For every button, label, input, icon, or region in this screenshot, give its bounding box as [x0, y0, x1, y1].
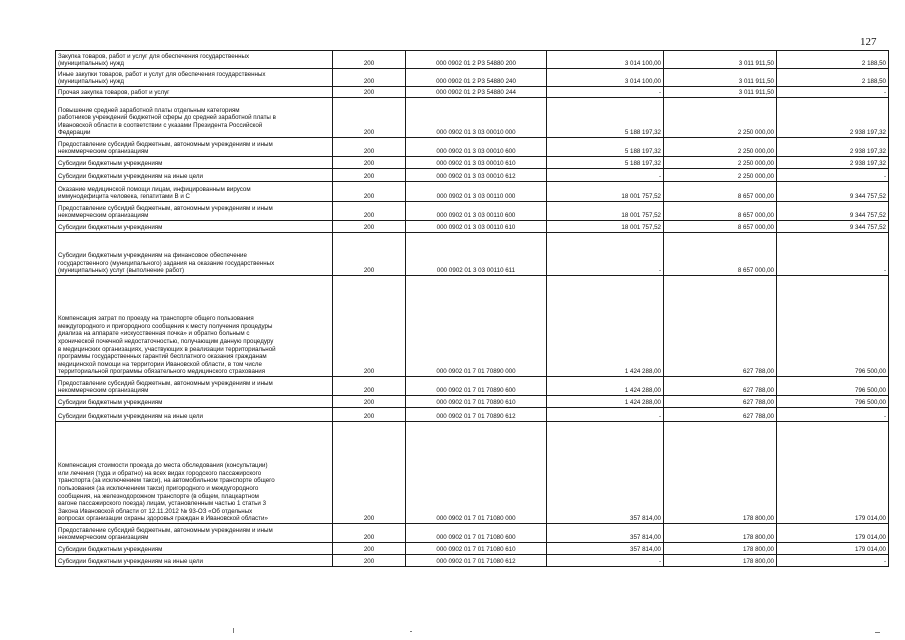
row-amount-executed: 8 657 000,00	[664, 182, 777, 202]
row-admin-code: 200	[333, 555, 406, 567]
table-row	[56, 276, 889, 377]
row-amount-executed: 627 788,00	[664, 408, 777, 422]
row-amount-unexecuted: 179 014,00	[777, 422, 889, 524]
row-description: Предоставление субсидий бюджетным, автономным учреждениям и иным некоммерческим организациям	[56, 202, 333, 221]
row-amount-approved: 357 814,00	[547, 524, 664, 543]
row-admin-code: 200	[333, 377, 406, 396]
row-amount-executed: 2 250 000,00	[664, 169, 777, 182]
table-row	[56, 182, 889, 202]
row-amount-unexecuted: 179 014,00	[777, 543, 889, 555]
row-admin-code: 200	[333, 157, 406, 169]
row-classification-code: 000 0902 01 7 01 71080 600	[406, 524, 547, 543]
row-classification-code: 000 0902 01 7 01 70890 600	[406, 377, 547, 396]
budget-table-body	[56, 51, 889, 567]
row-amount-unexecuted: 2 938 197,32	[777, 157, 889, 169]
row-admin-code: 200	[333, 396, 406, 408]
row-description: Субсидии бюджетным учреждениям	[56, 396, 333, 408]
row-amount-executed: 3 011 911,50	[664, 51, 777, 69]
row-classification-code: 000 0902 01 3 03 00110 000	[406, 182, 547, 202]
table-row	[56, 202, 889, 221]
row-amount-approved: 357 814,00	[547, 422, 664, 524]
row-amount-executed: 627 788,00	[664, 276, 777, 377]
row-description: Субсидии бюджетным учреждениям на иные цели	[56, 555, 333, 567]
row-classification-code: 000 0902 01 7 01 70890 000	[406, 276, 547, 377]
table-row	[56, 233, 889, 276]
row-amount-approved: 3 014 100,00	[547, 51, 664, 69]
row-amount-unexecuted: -	[777, 169, 889, 182]
row-classification-code: 000 0902 01 7 01 71080 000	[406, 422, 547, 524]
row-classification-code: 000 0902 01 7 01 70890 612	[406, 408, 547, 422]
row-amount-unexecuted: 796 500,00	[777, 276, 889, 377]
row-description: Субсидии бюджетным учреждениям на финансовое обеспечение государственного (муниципального) задания на оказание государственных (муниципальных) услуг (выполнение работ)	[56, 233, 333, 276]
row-description: Иные закупки товаров, работ и услуг для обеспечения государственных (муниципальных) нужд	[56, 69, 333, 87]
row-classification-code: 000 0902 01 2 Р3 54880 240	[406, 69, 547, 87]
row-amount-unexecuted: 796 500,00	[777, 377, 889, 396]
row-classification-code: 000 0902 01 2 Р3 54880 244	[406, 87, 547, 98]
row-description: Субсидии бюджетным учреждениям	[56, 157, 333, 169]
row-amount-unexecuted: 179 014,00	[777, 524, 889, 543]
row-amount-executed: 627 788,00	[664, 377, 777, 396]
row-description: Предоставление субсидий бюджетным, автономным учреждениям и иным некоммерческим организациям	[56, 524, 333, 543]
table-row	[56, 69, 889, 87]
row-description: Компенсация стоимости проезда до места обследования (консультации) или лечения (туда и обратно) на всех видах городского пассажирского транспорта (за исключением такси), на автомобильном транспорте общего пользования (за исключением такси) пригородного и междугородного сообщения, на железнодорожном транспорте (в общем, плацкартном вагоне пассажирского поезда) лицам, установленным частью 1 статьи 3 Закона Ивановской области от 12.11.2012 № 93-ОЗ «Об отдельных вопросах организации охраны здоровья граждан в Ивановской области»	[56, 422, 333, 524]
table-row	[56, 51, 889, 69]
row-amount-unexecuted: 2 938 197,32	[777, 138, 889, 157]
row-amount-executed: 178 800,00	[664, 524, 777, 543]
row-amount-executed: 3 011 911,50	[664, 87, 777, 98]
row-amount-unexecuted: 9 344 757,52	[777, 221, 889, 233]
row-amount-unexecuted: -	[777, 87, 889, 98]
row-admin-code: 200	[333, 543, 406, 555]
row-amount-approved: 3 014 100,00	[547, 69, 664, 87]
row-amount-approved: 5 188 197,32	[547, 138, 664, 157]
row-admin-code: 200	[333, 233, 406, 276]
row-classification-code: 000 0902 01 3 03 00010 610	[406, 157, 547, 169]
row-classification-code: 000 0902 01 7 01 70890 610	[406, 396, 547, 408]
row-description: Прочая закупка товаров, работ и услуг	[56, 87, 333, 98]
row-amount-approved: 18 001 757,52	[547, 182, 664, 202]
table-row	[56, 157, 889, 169]
row-amount-unexecuted: -	[777, 233, 889, 276]
row-description: Субсидии бюджетным учреждениям	[56, 543, 333, 555]
row-amount-executed: 8 657 000,00	[664, 221, 777, 233]
row-description: Предоставление субсидий бюджетным, автономным учреждениям и иным некоммерческим организациям	[56, 138, 333, 157]
row-amount-executed: 8 657 000,00	[664, 233, 777, 276]
row-amount-executed: 627 788,00	[664, 396, 777, 408]
row-admin-code: 200	[333, 276, 406, 377]
scan-speck	[875, 632, 880, 633]
row-admin-code: 200	[333, 221, 406, 233]
table-row	[56, 169, 889, 182]
row-classification-code: 000 0902 01 3 03 00110 600	[406, 202, 547, 221]
row-amount-approved: 1 424 288,00	[547, 377, 664, 396]
row-amount-approved: -	[547, 408, 664, 422]
row-description: Субсидии бюджетным учреждениям на иные цели	[56, 408, 333, 422]
row-admin-code: 200	[333, 408, 406, 422]
table-row	[56, 98, 889, 138]
row-amount-unexecuted: 2 938 197,32	[777, 98, 889, 138]
row-description: Компенсация затрат по проезду на транспорте общего пользования междугородного и пригородного сообщения к месту получения процедуры диализа на аппарате «искусственная почка» и обратно больным с хронической почечной недостаточностью, получающим данную процедуру в медицинских организациях, участвующих в реализации территориальной программы государственных гарантий бесплатного оказания гражданам медицинской помощи на территории Ивановской области, в том числе территориальной программы обязательного медицинского страхования	[56, 276, 333, 377]
table-row	[56, 396, 889, 408]
row-admin-code: 200	[333, 87, 406, 98]
row-amount-approved: 357 814,00	[547, 543, 664, 555]
row-description: Субсидии бюджетным учреждениям на иные цели	[56, 169, 333, 182]
row-amount-unexecuted: 2 188,50	[777, 51, 889, 69]
table-row	[56, 543, 889, 555]
row-amount-executed: 178 800,00	[664, 422, 777, 524]
row-admin-code: 200	[333, 422, 406, 524]
row-amount-unexecuted: 9 344 757,52	[777, 202, 889, 221]
row-classification-code: 000 0902 01 3 03 00010 000	[406, 98, 547, 138]
page-number: 127	[860, 36, 877, 48]
row-amount-unexecuted: 9 344 757,52	[777, 182, 889, 202]
row-description: Закупка товаров, работ и услуг для обеспечения государственных (муниципальных) нужд	[56, 51, 333, 69]
row-admin-code: 200	[333, 98, 406, 138]
row-classification-code: 000 0902 01 2 Р3 54880 200	[406, 51, 547, 69]
row-amount-approved: 5 188 197,32	[547, 157, 664, 169]
row-amount-unexecuted: -	[777, 408, 889, 422]
row-classification-code: 000 0902 01 7 01 71080 612	[406, 555, 547, 567]
row-admin-code: 200	[333, 524, 406, 543]
row-amount-executed: 2 250 000,00	[664, 157, 777, 169]
row-description: Оказание медицинской помощи лицам, инфицированным вирусом иммунодефицита человека, гепатитами В и С	[56, 182, 333, 202]
row-amount-executed: 8 657 000,00	[664, 202, 777, 221]
scan-speck	[410, 631, 412, 632]
row-description: Субсидии бюджетным учреждениям	[56, 221, 333, 233]
row-amount-approved: 18 001 757,52	[547, 221, 664, 233]
scan-speck	[233, 628, 234, 633]
table-row	[56, 221, 889, 233]
table-row	[56, 524, 889, 543]
table-row	[56, 422, 889, 524]
row-amount-approved: -	[547, 555, 664, 567]
row-amount-approved: 5 188 197,32	[547, 98, 664, 138]
row-admin-code: 200	[333, 202, 406, 221]
row-classification-code: 000 0902 01 3 03 00110 611	[406, 233, 547, 276]
row-amount-executed: 3 011 911,50	[664, 69, 777, 87]
row-amount-approved: -	[547, 87, 664, 98]
row-amount-approved: 18 001 757,52	[547, 202, 664, 221]
row-admin-code: 200	[333, 69, 406, 87]
table-row	[56, 138, 889, 157]
table-row	[56, 555, 889, 567]
row-amount-executed: 2 250 000,00	[664, 138, 777, 157]
row-amount-approved: 1 424 288,00	[547, 396, 664, 408]
row-amount-executed: 2 250 000,00	[664, 98, 777, 138]
budget-table	[55, 50, 889, 567]
row-description: Предоставление субсидий бюджетным, автономным учреждениям и иным некоммерческим организациям	[56, 377, 333, 396]
row-admin-code: 200	[333, 138, 406, 157]
row-amount-unexecuted: -	[777, 555, 889, 567]
row-classification-code: 000 0902 01 3 03 00010 600	[406, 138, 547, 157]
row-classification-code: 000 0902 01 3 03 00110 610	[406, 221, 547, 233]
row-admin-code: 200	[333, 51, 406, 69]
row-admin-code: 200	[333, 182, 406, 202]
table-row	[56, 408, 889, 422]
row-description: Повышение средней заработной платы отдельным категориям работников учреждений бюджетной сферы до средней заработной платы в Ивановской области в соответствии с указами Президента Российской Федерации	[56, 98, 333, 138]
table-row	[56, 87, 889, 98]
row-classification-code: 000 0902 01 7 01 71080 610	[406, 543, 547, 555]
table-row	[56, 377, 889, 396]
row-amount-executed: 178 800,00	[664, 543, 777, 555]
row-admin-code: 200	[333, 169, 406, 182]
row-amount-approved: -	[547, 169, 664, 182]
row-amount-approved: 1 424 288,00	[547, 276, 664, 377]
row-amount-executed: 178 800,00	[664, 555, 777, 567]
row-amount-unexecuted: 796 500,00	[777, 396, 889, 408]
row-amount-approved: -	[547, 233, 664, 276]
row-classification-code: 000 0902 01 3 03 00010 612	[406, 169, 547, 182]
row-amount-unexecuted: 2 188,50	[777, 69, 889, 87]
